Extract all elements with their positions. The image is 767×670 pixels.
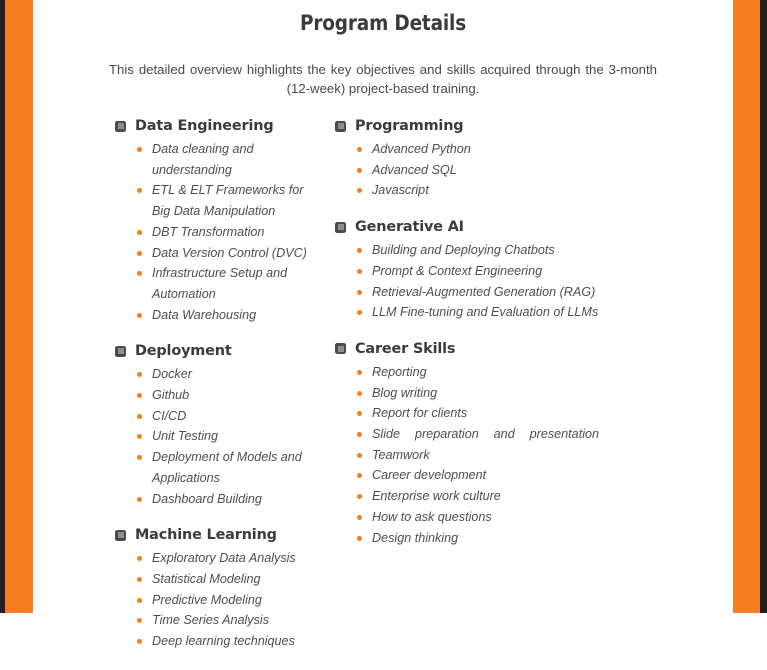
list-item-label: LLM Fine-tuning and Evaluation of LLMs [372,305,599,320]
list-item-label: How to ask questions [372,509,492,524]
list-item-label: Data cleaning and understanding [152,142,254,177]
list-item [357,403,733,424]
list-item-label: Time Series Analysis [152,613,269,628]
list-item-label: Github [152,388,190,403]
square-badge-icon [335,343,346,354]
list-item [357,240,733,261]
list-item-label: Blog writing [372,385,438,400]
list-item-label: Unit Testing [152,429,219,444]
list-item-label: Dashboard Building [152,491,262,506]
list-item [357,465,733,486]
list-item [357,282,733,303]
section-title: Machine Learning [135,527,277,544]
page-title: Program Details [299,11,467,35]
section-item-list [115,548,333,652]
list-item-label: Slide preparation and presentation [372,427,599,442]
list-item-label: Advanced SQL [372,162,457,177]
page-subtitle: This detailed overview highlights the key objectives and skills acquired through the 3-month (12-week) project-based training. [109,62,657,96]
list-item [357,160,733,181]
section-item-list [115,139,333,325]
section-data-engineering [115,118,333,325]
left-column [33,118,333,670]
list-item [137,139,333,180]
section-generative-ai [335,219,733,323]
section-item-list [335,240,733,323]
section-machine-learning [115,527,333,652]
list-item-label: Deep learning techniques [152,634,295,649]
list-item-label: Career development [372,468,487,483]
list-item [357,528,733,549]
section-header [335,219,733,235]
section-item-list [335,139,733,201]
list-item-label: CI/CD [152,408,187,423]
list-item [137,569,333,590]
right-dark-edge-bar [760,0,767,613]
section-item-list [115,364,333,509]
list-item-label: Enterprise work culture [372,489,501,504]
section-item-list [335,362,733,548]
list-item [137,426,333,447]
section-deployment [115,343,333,509]
list-item-label: Javascript [372,183,429,198]
list-item [137,548,333,569]
section-header [115,527,333,543]
section-title: Career Skills [355,340,456,357]
list-item [357,486,733,507]
list-item-label: ETL & ELT Frameworks for [152,183,304,198]
list-item-label: Prompt & Context Engineering [372,263,543,278]
list-item-continuation: Big Data Manipulation [152,204,276,219]
list-item-label: DBT Transformation [152,224,265,239]
list-item [137,364,333,385]
list-item [137,406,333,427]
section-programming [335,118,733,201]
square-badge-icon [335,222,346,233]
list-item [357,445,733,466]
list-item [357,424,599,445]
square-badge-icon [115,121,126,132]
list-item-label: Infrastructure Setup and Automation [152,266,288,301]
right-orange-edge-bar [733,0,760,613]
list-item [137,610,333,631]
list-item-label: Advanced Python [372,142,471,156]
list-item [137,180,333,221]
list-item [137,631,333,652]
list-item-label: Reporting [372,364,427,379]
list-item [137,489,333,510]
square-badge-icon [115,530,126,541]
list-item [137,305,333,326]
section-title: Deployment [135,343,232,360]
list-item [137,243,333,264]
section-career-skills [335,341,733,548]
list-item [137,222,333,243]
list-item [357,139,733,160]
list-item-label: Report for clients [372,406,468,421]
list-item-label: Design thinking [372,530,459,545]
list-item-label: Data Version Control (DVC) [152,245,307,260]
list-item [357,261,733,282]
list-item-label: Building and Deploying Chatbots [372,243,555,258]
section-header [115,343,333,359]
list-item-label: Deployment of Models and Applications [152,450,302,485]
slide-canvas [33,0,733,649]
left-orange-edge-bar [5,0,33,613]
right-column [333,118,733,670]
square-badge-icon [115,346,126,357]
list-item [357,180,733,201]
list-item-label: Docker [152,367,192,382]
section-header [335,341,733,357]
list-item [357,507,733,528]
section-title: Data Engineering [135,118,274,134]
content-columns [33,118,733,670]
list-item [357,362,733,383]
list-item [137,385,333,406]
section-title: Programming [355,118,464,134]
list-item [357,302,733,323]
section-header [115,118,333,134]
list-item-label: Teamwork [372,447,430,462]
list-item-label: Data Warehousing [152,307,257,322]
list-item [137,263,333,304]
list-item-label: Predictive Modeling [152,592,262,607]
list-item-label: Retrieval-Augmented Generation (RAG) [372,284,596,299]
list-item [137,590,333,611]
list-item [357,383,733,404]
section-title: Generative AI [355,219,464,236]
section-header [335,118,733,134]
list-item [137,447,333,488]
square-badge-icon [335,121,346,132]
list-item-label: Exploratory Data Analysis [152,551,296,566]
list-item-label: Statistical Modeling [152,571,261,586]
